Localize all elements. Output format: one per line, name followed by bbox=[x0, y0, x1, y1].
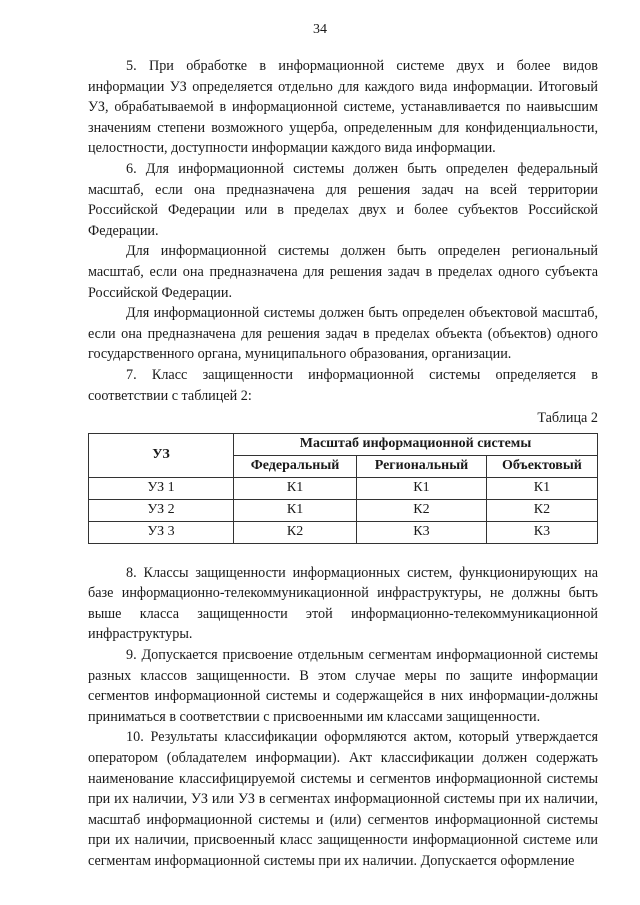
classification-table bbox=[88, 433, 598, 544]
cell-class: К2 bbox=[357, 499, 487, 521]
cell-class: К3 bbox=[357, 521, 487, 543]
header-federal: Федеральный bbox=[234, 455, 357, 477]
paragraph-6: 6. Для информационной системы должен быть определен федеральный масштаб, если она предназначена для решения задач на всей территории Российской Федерации или в пределах двух и более субъектов Российской Федерации. bbox=[88, 160, 598, 239]
cell-class: К1 bbox=[357, 477, 487, 499]
cell-class: К1 bbox=[234, 499, 357, 521]
document-body bbox=[88, 56, 598, 872]
cell-class: К3 bbox=[486, 521, 597, 543]
cell-class: К2 bbox=[486, 499, 597, 521]
cell-uz: УЗ 1 bbox=[89, 477, 234, 499]
page-number: 34 bbox=[313, 22, 327, 37]
spacer bbox=[88, 544, 598, 563]
header-scale: Масштаб информационной системы bbox=[234, 433, 598, 455]
table-row bbox=[89, 499, 598, 521]
paragraph-8: 8. Классы защищенности информационных систем, функционирующих на базе информационно-телекоммуникационной инфраструктуры, не должны быть выше класса защищенности этой информационно-телекоммуникационной инфраструктуры. bbox=[88, 564, 598, 643]
paragraph-5: 5. При обработке в информационной системе двух и более видов информации УЗ определяется отдельно для каждого вида информации. Итоговый УЗ, обрабатываемой в информационной системе, устанавливается по наивысшим значениям степени возможного ущерба, определенным для конфиденциальности, целостности, доступности информации каждого вида информации. bbox=[88, 58, 598, 157]
cell-class: К2 bbox=[234, 521, 357, 543]
header-object: Объектовый bbox=[486, 455, 597, 477]
cell-uz: УЗ 2 bbox=[89, 499, 234, 521]
header-regional: Региональный bbox=[357, 455, 487, 477]
table-caption: Таблица 2 bbox=[537, 410, 598, 427]
header-uz: УЗ bbox=[89, 433, 234, 477]
paragraph-9: 9. Допускается присвоение отдельным сегментам информационной системы разных классов защищенности. В этом случае меры по защите информации сегментов информационной системы и содержащейся в них информации-должны приниматься в соответствии с присвоенными им классами защищенности. bbox=[88, 647, 598, 725]
paragraph-10: 10. Результаты классификации оформляются актом, который утверждается оператором (обладателем информации). Акт классификации должен содержать наименование классифицируемой системы и сегментов информационной системы при их наличии, УЗ или УЗ в сегментах информационной системы при их наличии, масштаб информационной системы и (или) сегментов информационной системы при их наличии, присвоенный класс защищенности информационной системе или сегментам информационной системы при их наличии. Допускается оформление bbox=[88, 729, 598, 869]
cell-class: К1 bbox=[486, 477, 597, 499]
paragraph-object: Для информационной системы должен быть определен объектовой масштаб, если она предназначена для решения задач в пределах объекта (объектов) одного государственного органа, муниципального образования, организации. bbox=[88, 305, 598, 363]
cell-class: К1 bbox=[234, 477, 357, 499]
cell-uz: УЗ 3 bbox=[89, 521, 234, 543]
table-row bbox=[89, 521, 598, 543]
paragraph-regional: Для информационной системы должен быть определен региональный масштаб, если она предназначена для решения задач в пределах одного субъекта Российской Федерации. bbox=[88, 243, 598, 301]
paragraph-7: 7. Класс защищенности информационной системы определяется в соответствии с таблицей 2: bbox=[88, 366, 598, 404]
table-row bbox=[89, 477, 598, 499]
